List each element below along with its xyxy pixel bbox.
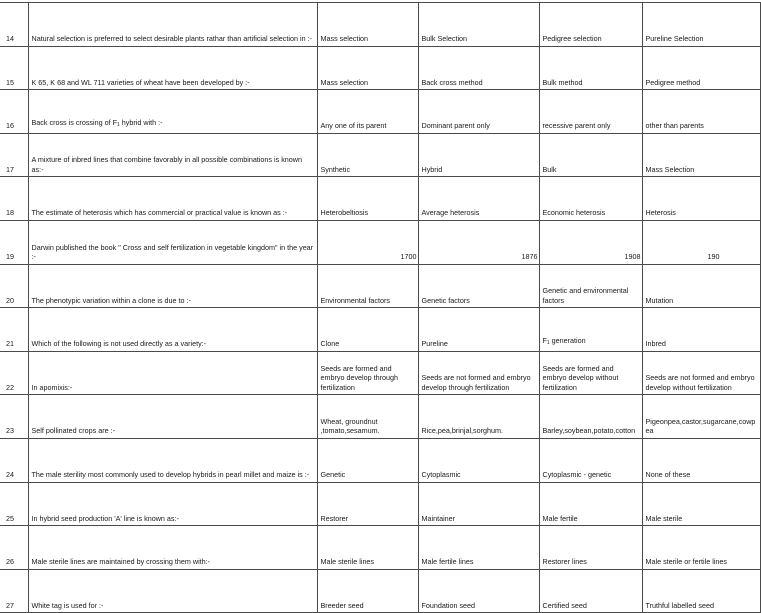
table-row [0, 308, 760, 352]
question-number[interactable]: 21 [0, 308, 28, 352]
question-number[interactable]: 18 [0, 177, 28, 221]
question-cell[interactable]: Male sterile lines are maintained by crossing them with:- [28, 526, 317, 570]
option-c-cell[interactable]: Genetic and environmental factors [539, 264, 642, 308]
option-b-cell[interactable]: Maintainer [418, 482, 539, 526]
table-row [0, 177, 760, 221]
option-a-cell[interactable]: Mass selection [317, 46, 418, 90]
option-c-cell[interactable]: Bulk [539, 133, 642, 177]
question-cell[interactable]: Natural selection is preferred to select desirable plants rathar than artificial selection in :- [28, 3, 317, 47]
option-b-cell[interactable]: Foundation seed [418, 569, 539, 613]
option-c-cell[interactable]: Certified seed [539, 569, 642, 613]
option-b-cell[interactable]: Bulk Selection [418, 3, 539, 47]
table-row [0, 133, 760, 177]
option-b-cell[interactable]: Male fertile lines [418, 526, 539, 570]
option-c-cell[interactable]: Barley,soybean,potato,cotton [539, 395, 642, 439]
table-row [0, 569, 760, 613]
option-a-cell[interactable]: Clone [317, 308, 418, 352]
table-row [0, 351, 760, 395]
question-number[interactable]: 23 [0, 395, 28, 439]
question-cell[interactable]: White tag is used for :- [28, 569, 317, 613]
option-a-cell[interactable]: Restorer [317, 482, 418, 526]
table-row [0, 90, 760, 134]
question-number[interactable]: 16 [0, 90, 28, 134]
option-c-cell[interactable]: Cytoplasmic - genetic [539, 438, 642, 482]
option-d-cell[interactable]: Male sterile [642, 482, 760, 526]
option-d-cell[interactable]: Inbred [642, 308, 760, 352]
option-d-cell[interactable]: Mass Selection [642, 133, 760, 177]
option-c-cell[interactable]: Seeds are formed and embryo develop without fertilization [539, 351, 642, 395]
question-text: hybrid with :- [119, 118, 163, 128]
option-a-cell[interactable]: Seeds are formed and embryo develop through fertilization [317, 351, 418, 395]
question-number[interactable]: 17 [0, 133, 28, 177]
option-a-cell[interactable]: Heterobeltiosis [317, 177, 418, 221]
option-b-cell[interactable]: Pureline [418, 308, 539, 352]
option-b-cell[interactable]: Average heterosis [418, 177, 539, 221]
subscript: 1 [116, 122, 120, 129]
table-row [0, 220, 760, 264]
question-number[interactable]: 19 [0, 220, 28, 264]
table-row [0, 438, 760, 482]
table-row [0, 264, 760, 308]
option-b-cell[interactable]: Dominant parent only [418, 90, 539, 134]
table-row [0, 3, 760, 47]
option-a-cell[interactable]: 1700 [317, 220, 418, 264]
option-c-cell[interactable]: 1908 [539, 220, 642, 264]
question-number[interactable]: 25 [0, 482, 28, 526]
option-d-cell[interactable]: Mutation [642, 264, 760, 308]
table-row [0, 46, 760, 90]
question-cell[interactable]: The estimate of heterosis which has commercial or practical value is known as :- [28, 177, 317, 221]
option-a-cell[interactable]: Genetic [317, 438, 418, 482]
table-row [0, 395, 760, 439]
option-text: generation [549, 336, 586, 346]
option-d-cell[interactable]: Heterosis [642, 177, 760, 221]
question-cell[interactable]: The male sterility most commonly used to develop hybrids in pearl millet and maize is :- [28, 438, 317, 482]
option-a-cell[interactable]: Any one of its parent [317, 90, 418, 134]
question-cell[interactable]: In apomixis:- [28, 351, 317, 395]
question-cell[interactable]: Which of the following is not used directly as a variety:- [28, 308, 317, 352]
subscript: 1 [546, 340, 550, 347]
question-number[interactable]: 22 [0, 351, 28, 395]
option-a-cell[interactable]: Wheat, groundnut ,tomato,sesamum. [317, 395, 418, 439]
option-a-cell[interactable]: Environmental factors [317, 264, 418, 308]
option-d-cell[interactable]: None of these [642, 438, 760, 482]
option-a-cell[interactable]: Mass selection [317, 3, 418, 47]
option-c-cell[interactable]: Economic heterosis [539, 177, 642, 221]
question-number[interactable]: 20 [0, 264, 28, 308]
question-cell[interactable] [28, 90, 317, 134]
question-cell[interactable]: K 65, K 68 and WL 711 varieties of wheat have been developed by :- [28, 46, 317, 90]
option-b-cell[interactable]: Cytoplasmic [418, 438, 539, 482]
question-cell[interactable]: Darwin published the book " Cross and self fertilization in vegetable kingdom" in the year :- [28, 220, 317, 264]
question-number[interactable]: 26 [0, 526, 28, 570]
option-b-cell[interactable]: Back cross method [418, 46, 539, 90]
option-b-cell[interactable]: 1876 [418, 220, 539, 264]
question-number[interactable]: 15 [0, 46, 28, 90]
option-d-cell[interactable]: Male sterile or fertile lines [642, 526, 760, 570]
option-d-cell[interactable]: 190 [642, 220, 760, 264]
question-table [0, 2, 761, 613]
option-a-cell[interactable]: Male sterile lines [317, 526, 418, 570]
option-b-cell[interactable]: Genetic factors [418, 264, 539, 308]
option-c-cell[interactable]: Restorer lines [539, 526, 642, 570]
option-b-cell[interactable]: Rice,pea,brinjal,sorghum. [418, 395, 539, 439]
option-b-cell[interactable]: Hybrid [418, 133, 539, 177]
option-d-cell[interactable]: Pigeonpea,castor,sugarcane,cowpea [642, 395, 760, 439]
option-d-cell[interactable]: Pedigree method [642, 46, 760, 90]
option-text: F [542, 336, 547, 346]
question-cell[interactable]: The phenotypic variation within a clone is due to :- [28, 264, 317, 308]
question-number[interactable]: 24 [0, 438, 28, 482]
option-a-cell[interactable]: Synthetic [317, 133, 418, 177]
table-row [0, 482, 760, 526]
option-d-cell[interactable]: other than parents [642, 90, 760, 134]
question-number[interactable]: 14 [0, 3, 28, 47]
table-row [0, 526, 760, 570]
option-d-cell[interactable]: Pureline Selection [642, 3, 760, 47]
option-c-cell[interactable] [539, 308, 642, 352]
option-d-cell[interactable]: Seeds are not formed and embryo develop without fertilization [642, 351, 760, 395]
option-a-cell[interactable]: Breeder seed [317, 569, 418, 613]
question-cell[interactable]: In hybrid seed production 'A' line is known as:- [28, 482, 317, 526]
option-c-cell[interactable]: Pedigree selection [539, 3, 642, 47]
question-number[interactable]: 27 [0, 569, 28, 613]
question-cell[interactable]: Self pollinated crops are :- [28, 395, 317, 439]
option-c-cell[interactable]: recessive parent only [539, 90, 642, 134]
option-b-cell[interactable]: Seeds are not formed and embryo develop through fertilization [418, 351, 539, 395]
question-cell[interactable]: A mixture of inbred lines that combine favorably in all possible combinations is known as:- [28, 133, 317, 177]
option-c-cell[interactable]: Bulk method [539, 46, 642, 90]
option-c-cell[interactable]: Male fertile [539, 482, 642, 526]
question-text: Back cross is crossing of F [31, 118, 117, 128]
option-d-cell[interactable]: Truthful labelled seed [642, 569, 760, 613]
